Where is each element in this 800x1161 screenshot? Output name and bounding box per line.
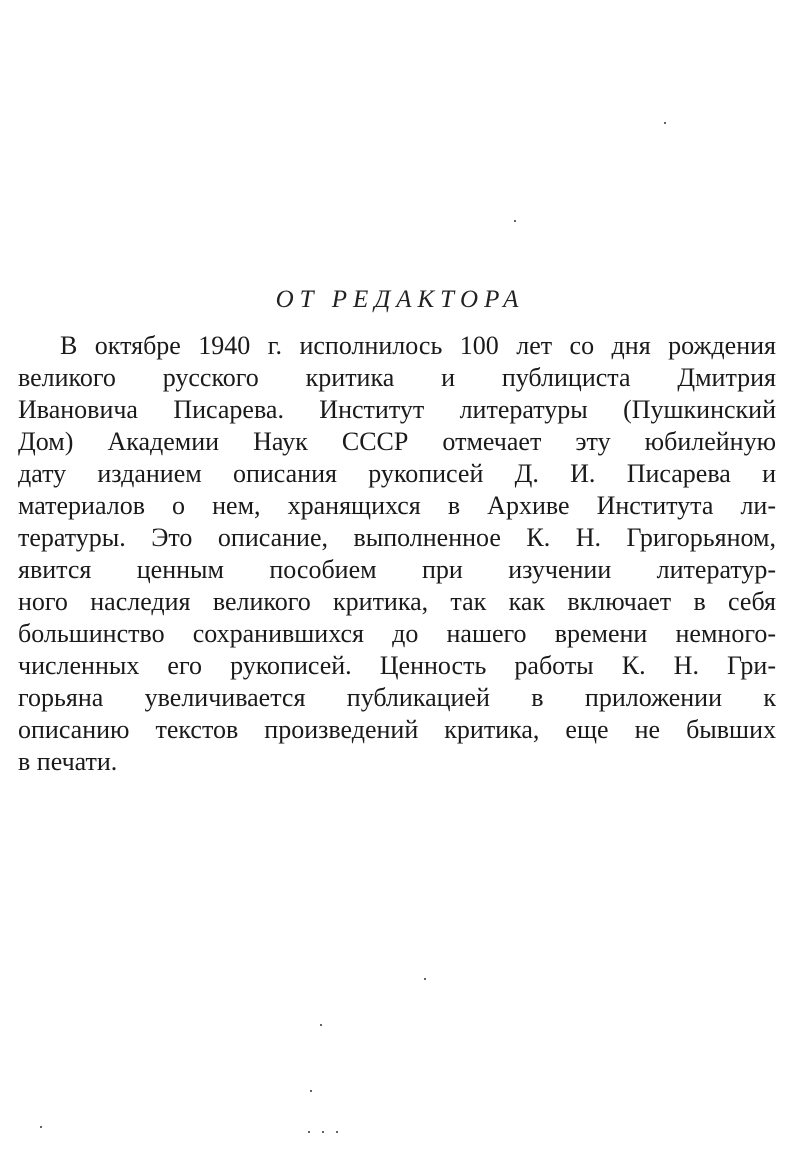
scan-speck (514, 220, 516, 222)
scan-speck (664, 122, 666, 124)
paragraph-line: дату изданием описания рукописей Д. И. Писарева и (18, 459, 776, 488)
paragraph-line: материалов о нем, хранящихся в Архиве Института ли- (18, 491, 776, 520)
scan-speck (336, 1131, 338, 1133)
paragraph-line: В октябре 1940 г. исполнилось 100 лет со дня рождения (60, 331, 776, 360)
paragraph-line: описанию текстов произведений критика, еще не бывших (18, 715, 776, 744)
paragraph-line: явится ценным пособием при изучении литератур- (18, 555, 776, 584)
scan-speck (320, 1024, 322, 1026)
scan-speck (310, 1090, 312, 1092)
paragraph-line: Дом) Академии Наук СССР отмечает эту юбилейную (18, 427, 776, 456)
scan-speck (308, 1131, 310, 1133)
paragraph-line: большинство сохранившихся до нашего времени немного- (18, 619, 776, 648)
scan-speck (424, 978, 426, 980)
paragraph-line: Ивановича Писарева. Институт литературы (Пушкинский (18, 395, 776, 424)
editor-note-paragraph (18, 330, 776, 778)
paragraph-line: в печати. (18, 747, 118, 776)
page-heading: ОТ РЕДАКТОРА (275, 286, 525, 313)
paragraph-line: ного наследия великого критика, так как включает в себя (18, 587, 776, 616)
scan-speck (40, 1126, 42, 1128)
paragraph-line: тературы. Это описание, выполненное К. Н. Григорьяном, (18, 523, 776, 552)
paragraph-line: численных его рукописей. Ценность работы К. Н. Гри- (18, 651, 776, 680)
paragraph-line: горьяна увеличивается публикацией в приложении к (18, 683, 776, 712)
scan-speck (322, 1131, 324, 1133)
paragraph-line: великого русского критика и публициста Дмитрия (18, 363, 776, 392)
